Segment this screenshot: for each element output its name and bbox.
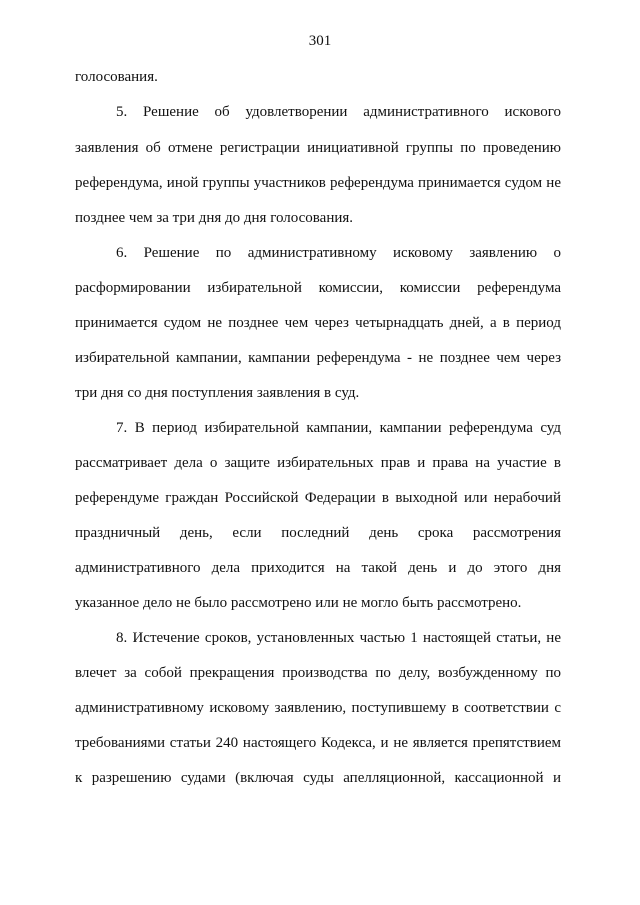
page-number: 301: [308, 33, 332, 49]
text-line: административному исковому заявлению, поступившему в соответствии с: [75, 700, 561, 716]
paragraph-7-start: 7. В период избирательной кампании, кампании референдума суд: [116, 420, 561, 436]
paragraph-5-start: 5. Решение об удовлетворении административного искового: [116, 104, 561, 120]
text-line: влечет за собой прекращения производства по делу, возбужденному по: [75, 665, 561, 681]
text-line: административного дела приходится на такой день и до этого дня: [75, 560, 561, 576]
paragraph-6-start: 6. Решение по административному исковому заявлению о: [116, 245, 561, 261]
text-line: избирательной кампании, кампании референдума - не позднее чем через: [75, 350, 561, 366]
text-line: референдума, иной группы участников референдума принимается судом не: [75, 175, 561, 191]
text-line: указанное дело не было рассмотрено или не могло быть рассмотрено.: [75, 595, 522, 611]
text-line: расформировании избирательной комиссии, комиссии референдума: [75, 280, 561, 296]
text-line: три дня со дня поступления заявления в суд.: [75, 385, 360, 401]
text-line: референдуме граждан Российской Федерации в выходной или нерабочий: [75, 490, 561, 506]
text-line: требованиями статьи 240 настоящего Кодекса, и не является препятствием: [75, 735, 561, 751]
text-line: голосования.: [75, 69, 158, 85]
text-line: рассматривает дела о защите избирательных прав и права на участие в: [75, 455, 561, 471]
text-line: заявления об отмене регистрации инициативной группы по проведению: [75, 140, 561, 156]
text-line: принимается судом не позднее чем через четырнадцать дней, а в период: [75, 315, 561, 331]
text-line: праздничный день, если последний день срока рассмотрения: [75, 525, 561, 541]
paragraph-8-start: 8. Истечение сроков, установленных частью 1 настоящей статьи, не: [116, 630, 561, 646]
text-line: к разрешению судами (включая суды апелляционной, кассационной и: [75, 770, 561, 786]
text-line: позднее чем за три дня до дня голосования.: [75, 210, 354, 226]
